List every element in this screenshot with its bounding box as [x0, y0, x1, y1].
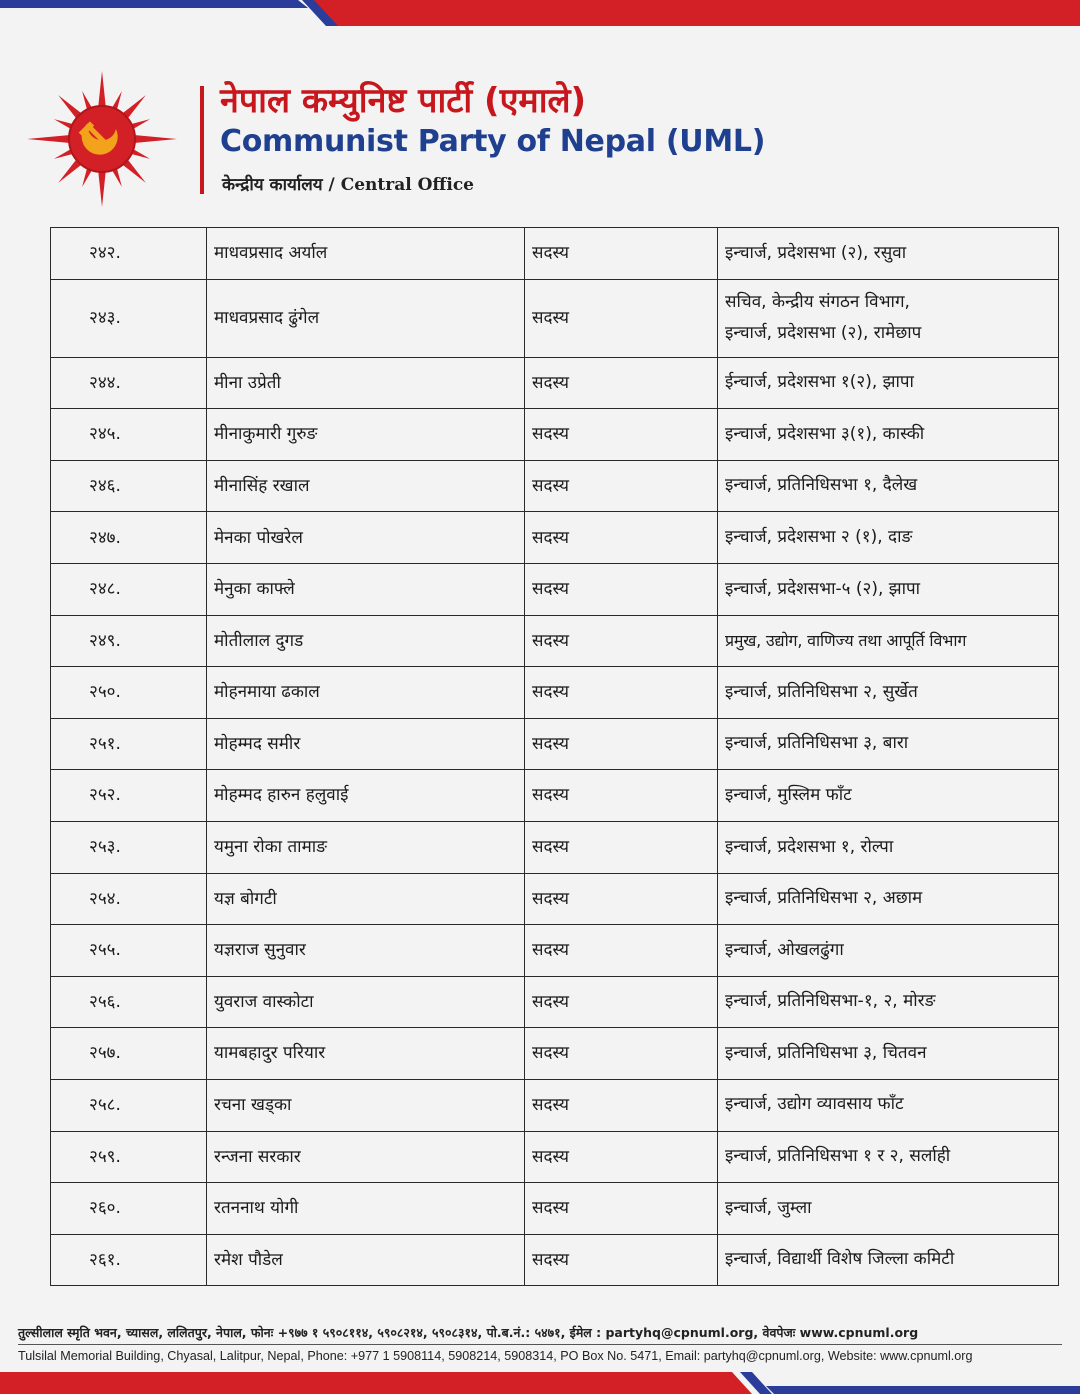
member-role: सदस्य: [525, 821, 718, 873]
serial-number: २५४.: [51, 873, 207, 925]
member-name: मोहम्मद समीर: [207, 718, 525, 770]
member-name: यज्ञ बोगटी: [207, 873, 525, 925]
member-role: सदस्य: [525, 1131, 718, 1183]
member-responsibility: इन्चार्ज, ओखलढुंगा: [718, 925, 1059, 977]
table-row: [51, 512, 1059, 564]
bottom-corner-band: [0, 1372, 1080, 1394]
member-name: मीना उप्रेती: [207, 357, 525, 409]
responsibility-line-1: सचिव, केन्द्रीय संगठन विभाग,: [725, 291, 910, 312]
member-responsibility: इन्चार्ज, प्रतिनिधिसभा २, सुर्खेत: [718, 667, 1059, 719]
office-label-english: Central Office: [340, 175, 474, 195]
member-name: मीनाकुमारी गुरुङ: [207, 409, 525, 461]
table-row: [51, 460, 1059, 512]
member-responsibility: ईन्चार्ज, प्रदेशसभा १(२), झापा: [718, 357, 1059, 409]
serial-number: २५६.: [51, 976, 207, 1028]
member-role: सदस्य: [525, 718, 718, 770]
table-row: [51, 228, 1059, 280]
member-role: सदस्य: [525, 925, 718, 977]
table-row: [51, 1079, 1059, 1131]
member-responsibility: इन्चार्ज, प्रदेशसभा-५ (२), झापा: [718, 563, 1059, 615]
member-responsibility: इन्चार्ज, प्रतिनिधिसभा-१, २, मोरङ: [718, 976, 1059, 1028]
serial-number: २५९.: [51, 1131, 207, 1183]
member-responsibility: इन्चार्ज, प्रतिनिधिसभा १, दैलेख: [718, 460, 1059, 512]
serial-number: २५२.: [51, 770, 207, 822]
member-responsibility: इन्चार्ज, मुस्लिम फाँट: [718, 770, 1059, 822]
member-responsibility: इन्चार्ज, प्रदेशसभा ३(१), कास्की: [718, 409, 1059, 461]
top-corner-band: [0, 0, 1080, 26]
serial-number: २५७.: [51, 1028, 207, 1080]
member-responsibility: इन्चार्ज, प्रतिनिधिसभा ३, चितवन: [718, 1028, 1059, 1080]
member-name: रमेश पौडेल: [207, 1234, 525, 1286]
member-responsibility: इन्चार्ज, प्रतिनिधिसभा १ र २, सर्लाही: [718, 1131, 1059, 1183]
party-logo-emblem: [26, 68, 178, 210]
member-responsibility: इन्चार्ज, प्रतिनिधिसभा २, अछाम: [718, 873, 1059, 925]
table-row: [51, 409, 1059, 461]
member-name: रचना खड्का: [207, 1079, 525, 1131]
office-separator: /: [322, 175, 341, 195]
footer-divider: [18, 1344, 1062, 1345]
table-row: [51, 976, 1059, 1028]
member-name: रन्जना सरकार: [207, 1131, 525, 1183]
member-role: सदस्य: [525, 873, 718, 925]
table-row: [51, 1234, 1059, 1286]
header-divider: [200, 86, 204, 194]
serial-number: २४९.: [51, 615, 207, 667]
member-role: सदस्य: [525, 976, 718, 1028]
office-label-nepali: केन्द्रीय कार्यालय: [222, 175, 323, 195]
table-row: [51, 667, 1059, 719]
table-row: [51, 873, 1059, 925]
member-name: माधवप्रसाद ढुंगेल: [207, 279, 525, 357]
member-name: मीनासिंह रखाल: [207, 460, 525, 512]
member-responsibility: [718, 279, 1059, 357]
member-responsibility: इन्चार्ज, प्रदेशसभा २ (१), दाङ: [718, 512, 1059, 564]
table-row: [51, 925, 1059, 977]
table-row: [51, 718, 1059, 770]
member-role: सदस्य: [525, 563, 718, 615]
member-name: यमुना रोका तामाङ: [207, 821, 525, 873]
member-role: सदस्य: [525, 615, 718, 667]
serial-number: २४५.: [51, 409, 207, 461]
member-responsibility: प्रमुख, उद्योग, वाणिज्य तथा आपूर्ति विभाग: [718, 615, 1059, 667]
serial-number: २४६.: [51, 460, 207, 512]
member-responsibility: इन्चार्ज, जुम्ला: [718, 1183, 1059, 1235]
member-responsibility: इन्चार्ज, प्रदेशसभा (२), रसुवा: [718, 228, 1059, 280]
footer-address-english: Tulsilal Memorial Building, Chyasal, Lalitpur, Nepal, Phone: +977 1 5908114, 5908214, 5908314, PO Box No. 5471, Email: partyhq@cpnuml.org, Website: www.cpnuml.org: [18, 1349, 973, 1363]
table-row: [51, 615, 1059, 667]
member-name: यज्ञराज सुनुवार: [207, 925, 525, 977]
table-row: [51, 1183, 1059, 1235]
serial-number: २४३.: [51, 279, 207, 357]
party-name-nepali: नेपाल कम्युनिष्ट पार्टी (एमाले): [220, 81, 587, 121]
member-role: सदस्य: [525, 279, 718, 357]
central-office-label: [222, 172, 474, 195]
table-row: [51, 563, 1059, 615]
member-role: सदस्य: [525, 409, 718, 461]
serial-number: २४२.: [51, 228, 207, 280]
serial-number: २४७.: [51, 512, 207, 564]
member-role: सदस्य: [525, 460, 718, 512]
member-role: सदस्य: [525, 1183, 718, 1235]
member-name: माधवप्रसाद अर्याल: [207, 228, 525, 280]
member-role: सदस्य: [525, 667, 718, 719]
responsibility-line-2: इन्चार्ज, प्रदेशसभा (२), रामेछाप: [725, 323, 922, 344]
member-name: रतननाथ योगी: [207, 1183, 525, 1235]
member-role: सदस्य: [525, 1234, 718, 1286]
serial-number: २६०.: [51, 1183, 207, 1235]
table-row: [51, 1131, 1059, 1183]
member-table: [50, 227, 1059, 1286]
member-responsibility: इन्चार्ज, उद्योग व्यावसाय फाँट: [718, 1079, 1059, 1131]
serial-number: २५३.: [51, 821, 207, 873]
member-responsibility: इन्चार्ज, प्रतिनिधिसभा ३, बारा: [718, 718, 1059, 770]
member-role: सदस्य: [525, 228, 718, 280]
serial-number: २५०.: [51, 667, 207, 719]
serial-number: २६१.: [51, 1234, 207, 1286]
member-responsibility: इन्चार्ज, विद्यार्थी विशेष जिल्ला कमिटी: [718, 1234, 1059, 1286]
table-row: [51, 357, 1059, 409]
serial-number: २५८.: [51, 1079, 207, 1131]
member-role: सदस्य: [525, 512, 718, 564]
member-name: यामबहादुर परियार: [207, 1028, 525, 1080]
table-row: [51, 821, 1059, 873]
member-name: युवराज वास्कोटा: [207, 976, 525, 1028]
member-role: सदस्य: [525, 1028, 718, 1080]
member-role: सदस्य: [525, 770, 718, 822]
serial-number: २५१.: [51, 718, 207, 770]
member-responsibility: इन्चार्ज, प्रदेशसभा १, रोल्पा: [718, 821, 1059, 873]
serial-number: २४४.: [51, 357, 207, 409]
serial-number: २४८.: [51, 563, 207, 615]
table-row: [51, 770, 1059, 822]
member-role: सदस्य: [525, 357, 718, 409]
member-name: मेनका पोखरेल: [207, 512, 525, 564]
party-name-english: Communist Party of Nepal (UML): [220, 124, 766, 159]
member-name: मोतीलाल दुगड: [207, 615, 525, 667]
serial-number: २५५.: [51, 925, 207, 977]
table-row: [51, 279, 1059, 357]
table-row: [51, 1028, 1059, 1080]
member-name: मोहम्मद हारुन हलुवाई: [207, 770, 525, 822]
footer-address-nepali: तुल्सीलाल स्मृति भवन, च्यासल, ललितपुर, नेपाल, फोनः +९७७ १ ५९०८११४, ५९०८२१४, ५९०८३१४, पो.ब.नं.: ५४७१, ईमेल : partyhq@cpnuml.org, वेवपेजः www.cpnuml.org: [18, 1325, 919, 1340]
member-role: सदस्य: [525, 1079, 718, 1131]
member-name: मेनुका काफ्ले: [207, 563, 525, 615]
member-name: मोहनमाया ढकाल: [207, 667, 525, 719]
